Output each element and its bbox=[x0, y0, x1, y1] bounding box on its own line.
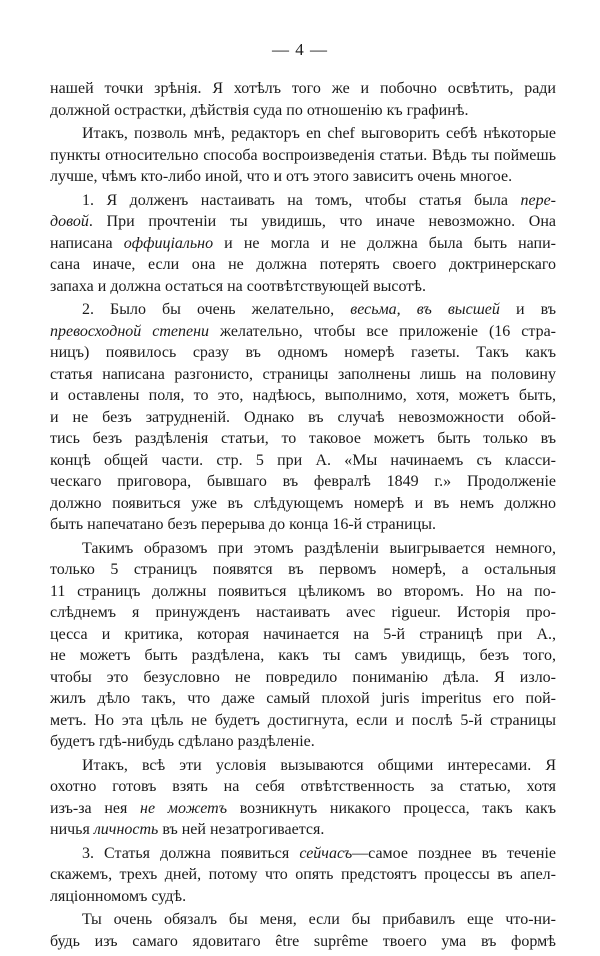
text-line: 11 страницъ должны появиться цѣликомъ во второмъ. Но на по- bbox=[50, 582, 556, 600]
text-line: только 5 страницъ появятся въ первомъ номерѣ, а остальныя bbox=[50, 561, 556, 578]
text-line: нашей точки зрѣнія. Я хотѣлъ того же и побочно освѣтить, ради bbox=[50, 80, 556, 97]
text-line: Итакъ, позволь мнѣ, редакторъ en chef выговорить себѣ нѣкоторые bbox=[82, 125, 556, 142]
text-line: чтобы это безусловно не повредило пониманію дѣла. Я изло- bbox=[50, 668, 556, 686]
text-line: не можетъ быть раздѣлена, какъ ты самъ увидищь, безъ того, bbox=[50, 647, 556, 664]
text-line: быть напечатано безъ перерыва до конца 16-й страницы. bbox=[50, 516, 437, 533]
text-line: пункты относительно способа воспроизведенія статьи. Вѣдь ты поймешь bbox=[50, 146, 556, 164]
paragraph bbox=[50, 843, 556, 908]
text-line: метъ. Но эта цѣль не будетъ достигнута, если и послѣ 5-й страницы bbox=[50, 711, 556, 729]
text-line: жилъ дѣло такъ, что даже самый плохой juris imperitus его пой- bbox=[50, 690, 556, 707]
text-line bbox=[50, 190, 556, 212]
text-line: Итакъ, всѣ эти условія вызываются общими интересами. Я bbox=[82, 756, 556, 774]
text-line: лучше, чѣмъ кто-либо иной, что и отъ этого зависитъ очень многое. bbox=[50, 168, 513, 185]
text-line bbox=[50, 299, 556, 321]
text-segment: 2. Было бы очень желательно, bbox=[82, 301, 351, 318]
italic-emphasis: сейчасъ bbox=[299, 844, 353, 862]
text-segment: въ ней незатрогивается. bbox=[158, 821, 325, 838]
text-segment: 3. Статья должна появиться bbox=[82, 844, 300, 862]
text-line: запаха и должна остаться на соотвѣтствующей высотѣ. bbox=[50, 277, 426, 295]
text-line: будетъ гдѣ-нибудь сдѣлано раздѣленіе. bbox=[50, 733, 315, 750]
text-line: статья написана разгонисто, страницы заполнены лишь на половину bbox=[50, 365, 556, 383]
body-text bbox=[50, 76, 556, 952]
text-line bbox=[50, 843, 556, 865]
text-line: и не безъ затрудненій. Однако въ случаѣ невозможности обой- bbox=[50, 408, 556, 426]
text-segment: и не могла и не должна была быть напи- bbox=[213, 234, 557, 252]
italic-emphasis: личность bbox=[93, 821, 159, 838]
text-line: ческаго приговора, бывшаго въ февралѣ 1849 г.» Продолженіе bbox=[50, 473, 556, 490]
text-line: ляціонномомъ судѣ. bbox=[50, 887, 187, 905]
text-line: концѣ общей части. стр. 5 при А. «Мы начинаемъ съ класси- bbox=[50, 451, 556, 469]
text-line: цесса и критика, которая начинается на 5-й страницѣ при А., bbox=[50, 625, 556, 643]
text-line: сана иначе, если она не должна потерять своего доктринерскаго bbox=[50, 256, 556, 273]
italic-emphasis: пере- bbox=[520, 191, 556, 209]
italic-emphasis: превосходной степени bbox=[50, 322, 210, 340]
italic-emphasis: довой bbox=[50, 213, 89, 230]
text-line bbox=[50, 321, 556, 343]
text-line: тись безъ раздѣленія статьи, то таковое можетъ быть только въ bbox=[50, 430, 556, 447]
paragraph bbox=[50, 78, 556, 121]
text-line: Такимъ образомъ при этомъ раздѣленіи выигрывается немного, bbox=[82, 539, 556, 557]
text-segment: написана bbox=[50, 234, 124, 252]
text-line: скажемъ, трехъ дней, потому что опять предстоятъ процессы въ апел- bbox=[50, 866, 556, 883]
text-line: слѣднемъ я принужденъ настаивать avec rigueur. Исторія про- bbox=[50, 604, 556, 621]
text-segment: возникнуть никакого процесса, такъ какъ bbox=[227, 799, 557, 817]
paragraph bbox=[50, 123, 556, 188]
text-line: Ты очень обязалъ бы меня, если бы прибавилъ еще что-ни- bbox=[82, 911, 556, 928]
paragraph bbox=[50, 755, 556, 841]
text-line bbox=[50, 819, 556, 841]
text-segment: —самое позднее въ теченіе bbox=[352, 844, 556, 862]
paragraph bbox=[50, 538, 556, 753]
text-segment: желательно, чтобы все приложеніе (16 стра- bbox=[209, 322, 556, 340]
text-line bbox=[50, 233, 556, 255]
italic-emphasis: не можетъ bbox=[140, 799, 228, 817]
text-line: и оставлены поля, то это, надѣюсь, выполнимо, хотя, можетъ быть, bbox=[50, 387, 556, 404]
paragraph bbox=[50, 909, 556, 952]
text-line: должно появиться уже въ слѣдующемъ номерѣ и въ немъ должно bbox=[50, 494, 556, 512]
italic-emphasis: оффиціально bbox=[123, 234, 214, 252]
text-line: будь изъ самаго ядовитаго être suprême твоего ума въ формѣ bbox=[50, 932, 556, 950]
paragraph bbox=[50, 190, 556, 298]
paragraph bbox=[50, 299, 556, 536]
text-line: ницъ) появилось сразу въ одномъ номерѣ газеты. Такъ какъ bbox=[50, 344, 556, 361]
page-number: — 4 — bbox=[272, 40, 328, 59]
text-line: охотно готовъ взять на себя отвѣтственность за статью, хотя bbox=[50, 778, 556, 795]
italic-emphasis: весьма, въ высшей bbox=[350, 301, 500, 318]
text-line: должной острастки, дѣйствія суда по отношенію къ графинѣ. bbox=[50, 101, 469, 119]
text-segment: 1. Я долженъ настаивать на томъ, чтобы статья была bbox=[82, 191, 521, 209]
text-segment: ничья bbox=[50, 821, 94, 838]
text-line bbox=[50, 798, 556, 820]
text-segment: и въ bbox=[499, 301, 557, 318]
text-segment: . При прочтеніи ты увидишь, что иначе невозможно. Она bbox=[88, 213, 556, 230]
text-line bbox=[50, 211, 556, 233]
text-segment: изъ-за нея bbox=[50, 799, 141, 817]
